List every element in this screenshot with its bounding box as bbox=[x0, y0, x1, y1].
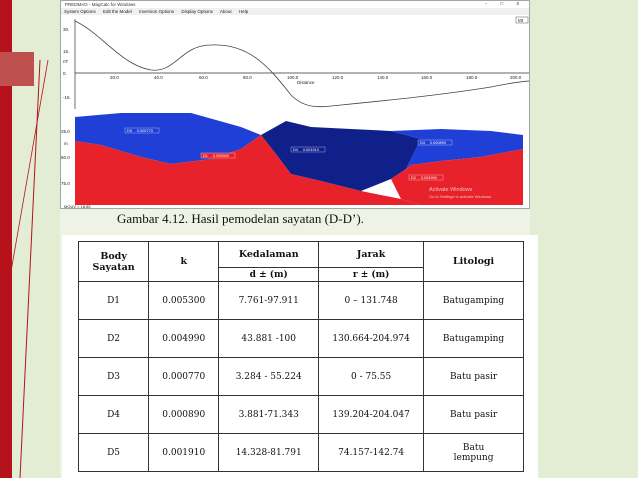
menu-system-options[interactable]: System Options bbox=[64, 9, 96, 14]
cell-depth: 3.284 - 55.224 bbox=[219, 358, 319, 396]
header-lithology: Litologi bbox=[424, 242, 524, 282]
table-row bbox=[79, 434, 524, 472]
x-tick: 80.0 bbox=[243, 75, 252, 80]
x-tick: 40.0 bbox=[154, 75, 163, 80]
cell-body: D2 bbox=[79, 320, 149, 358]
table-row bbox=[79, 320, 524, 358]
label-d1-k: 0.005300 bbox=[213, 154, 229, 158]
header-distance: Jarak bbox=[319, 242, 424, 268]
y-tick: 30. bbox=[63, 27, 70, 32]
cell-lithology: Batugamping bbox=[424, 320, 524, 358]
menu-help[interactable]: Help bbox=[238, 9, 249, 14]
y-tick: 0. bbox=[63, 71, 67, 76]
label-d4m-k: 0.001910 bbox=[303, 148, 319, 152]
cell-k: 0.005300 bbox=[149, 282, 219, 320]
cell-k: 0.000890 bbox=[149, 396, 219, 434]
results-table bbox=[78, 241, 524, 472]
cell-depth: 3.881-71.343 bbox=[219, 396, 319, 434]
profile-plot bbox=[61, 15, 530, 109]
label-d1-name: D1 bbox=[203, 154, 208, 158]
cell-lithology: Batu lempung bbox=[424, 434, 524, 472]
cell-k: 0.000770 bbox=[149, 358, 219, 396]
header-k: k bbox=[149, 242, 219, 282]
x-tick: 100.0 bbox=[287, 75, 299, 80]
cell-distance: 0 – 131.748 bbox=[319, 282, 424, 320]
window-controls[interactable]: - □ x bbox=[485, 1, 525, 7]
label-d2-k: 0.004990 bbox=[421, 176, 437, 180]
label-d4r-k: 0.000890 bbox=[430, 141, 446, 145]
cell-depth: 43.881 -100 bbox=[219, 320, 319, 358]
label-d4r-name: D4 bbox=[420, 141, 425, 145]
cell-distance: 139.204-204.047 bbox=[319, 396, 424, 434]
model-y-tick: 75.0 bbox=[61, 181, 70, 186]
cell-lithology: Batugamping bbox=[424, 282, 524, 320]
x-tick: 160.0 bbox=[421, 75, 433, 80]
activate-watermark-sub: Go to Settings to activate Windows. bbox=[429, 194, 493, 199]
model-y-tick: 50.0 bbox=[61, 155, 70, 160]
cell-distance: 74.157-142.74 bbox=[319, 434, 424, 472]
menu-edit-model[interactable]: Edit the Model bbox=[103, 9, 132, 14]
model-section bbox=[61, 109, 530, 209]
label-d4m-name: D4 bbox=[293, 148, 298, 152]
table-row bbox=[79, 282, 524, 320]
cell-k: 0.001910 bbox=[149, 434, 219, 472]
figure-caption: Gambar 4.12. Hasil pemodelan sayatan (D-D’). bbox=[117, 211, 364, 226]
status-text: MOUV = 18.85 bbox=[64, 204, 91, 209]
model-y-label: m bbox=[64, 141, 68, 146]
y-tick: -15. bbox=[63, 95, 71, 100]
y-axis-label: nT bbox=[63, 59, 69, 64]
cell-body: D3 bbox=[79, 358, 149, 396]
menu-inversion-options[interactable]: Inversion Options bbox=[139, 9, 175, 14]
model-y-tick: 25.0 bbox=[61, 129, 70, 134]
x-tick: 60.0 bbox=[199, 75, 208, 80]
table-row bbox=[79, 358, 524, 396]
header-distance-sub: r ± (m) bbox=[319, 268, 424, 282]
x-tick: 180.0 bbox=[466, 75, 478, 80]
cell-depth: 7.761-97.911 bbox=[219, 282, 319, 320]
menu-bar bbox=[61, 8, 529, 15]
activate-watermark: Activate Windows bbox=[429, 187, 473, 193]
window-title: PREDMAG - MagCalc for Windows bbox=[61, 1, 529, 8]
x-tick: 140.0 bbox=[377, 75, 389, 80]
cell-body: D4 bbox=[79, 396, 149, 434]
menu-about[interactable]: About bbox=[219, 9, 232, 14]
cell-distance: 0 - 75.55 bbox=[319, 358, 424, 396]
header-depth-sub: d ± (m) bbox=[219, 268, 319, 282]
x-tick: 200.0 bbox=[510, 75, 522, 80]
label-d2-name: D2 bbox=[411, 176, 416, 180]
results-table-panel bbox=[62, 235, 538, 478]
cell-depth: 14.328-81.791 bbox=[219, 434, 319, 472]
label-d5-k: 0.000770 bbox=[137, 129, 153, 133]
y-tick: 15. bbox=[63, 49, 70, 54]
cell-body: D1 bbox=[79, 282, 149, 320]
x-axis-label: Distance bbox=[297, 80, 315, 85]
header-body: Body Sayatan bbox=[79, 242, 149, 282]
magcalc-screenshot bbox=[60, 0, 530, 209]
cell-distance: 130.664-204.974 bbox=[319, 320, 424, 358]
x-tick: 120.0 bbox=[332, 75, 344, 80]
cell-k: 0.004990 bbox=[149, 320, 219, 358]
header-depth: Kedalaman bbox=[219, 242, 319, 268]
x-tick: 20.0 bbox=[110, 75, 119, 80]
legend-label: Mt bbox=[518, 18, 523, 23]
label-d5-name: D5 bbox=[127, 129, 132, 133]
cell-lithology: Batu pasir bbox=[424, 358, 524, 396]
table-row bbox=[79, 396, 524, 434]
cell-lithology: Batu pasir bbox=[424, 396, 524, 434]
cell-body: D5 bbox=[79, 434, 149, 472]
menu-display-options[interactable]: Display Options bbox=[181, 9, 213, 14]
